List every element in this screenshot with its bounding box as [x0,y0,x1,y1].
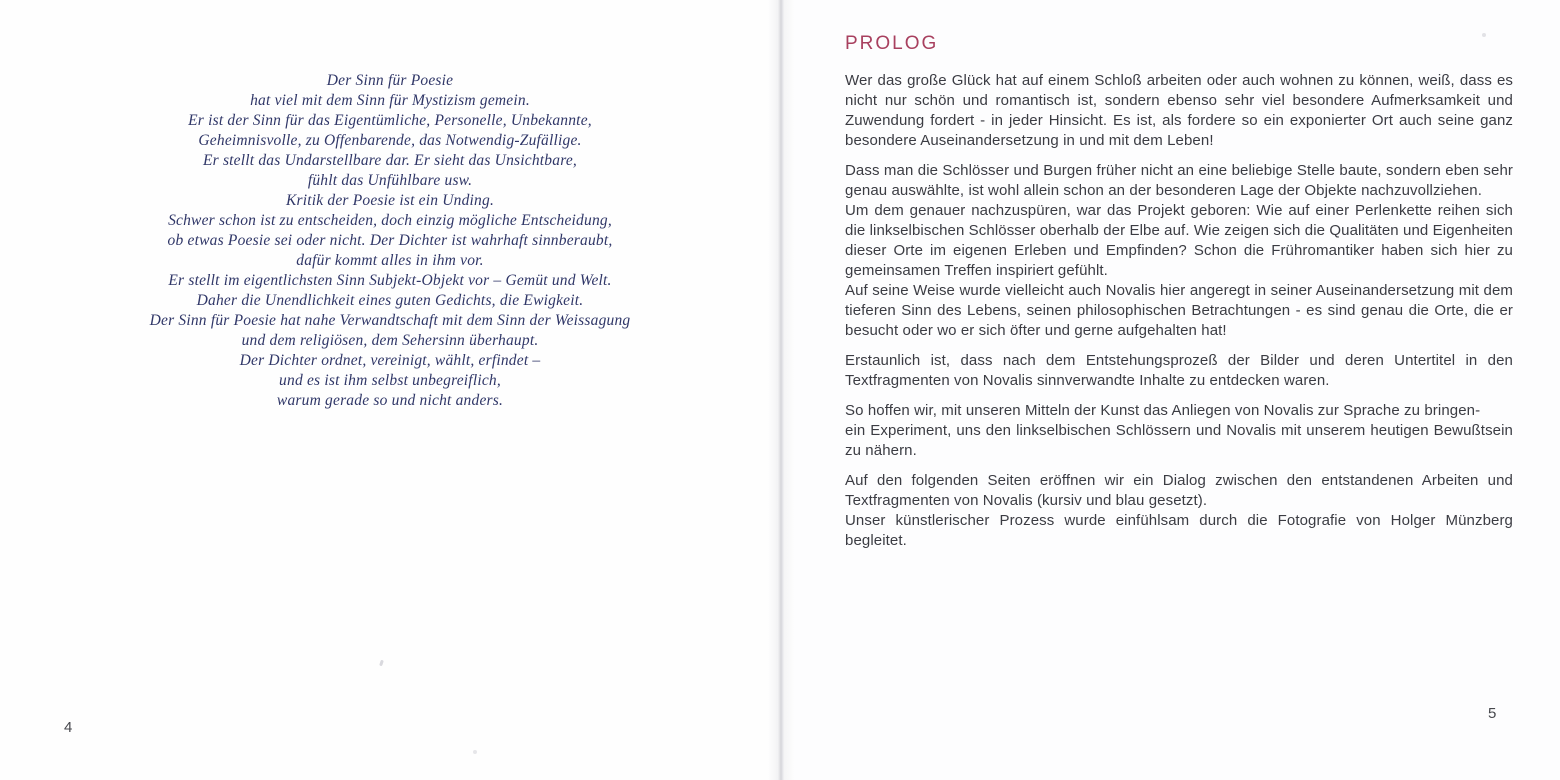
paragraph-3 [845,351,1513,391]
poem-line: Er stellt das Undarstellbare dar. Er sieht das Unsichtbare, [202,152,578,169]
poem-line: Der Sinn für Poesie hat nahe Verwandtschaft mit dem Sinn der Weissagung [149,312,631,329]
paragraph-text: Auf seine Weise wurde vielleicht auch Novalis hier angeregt in seiner Auseinandersetzung mit dem tieferen Sinn des Lebens, seinen philosophischen Betrachtungen - es sind genau die Orte, die er besucht oder wo er sich öfter und gerne aufgehalten hat! [845,282,1513,339]
poem-line: Der Sinn für Poesie [326,72,454,89]
paragraph-4 [845,401,1513,461]
poem-line: ob etwas Poesie sei oder nicht. Der Dichter ist wahrhaft sinnberaubt, [167,232,613,249]
poem-line: Er ist der Sinn für das Eigentümliche, Personelle, Unbekannte, [188,112,592,129]
page-number-left: 4 [64,719,73,736]
paragraph-text: Dass man die Schlösser und Burgen früher nicht an eine beliebige Stelle baute, sondern eben sehr genau auswählte, ist wohl allein schon an der besonderen Lage der Objekte nachzuvollziehen. [845,162,1513,199]
paragraph-5 [845,471,1513,551]
scan-artifact [1482,33,1486,37]
novalis-poem-block [0,71,780,411]
poem-line: Geheimnisvolle, zu Offenbarende, das Notwendig-Zufällige. [198,132,582,149]
poem-line: Der Dichter ordnet, vereinigt, wählt, erfindet – [239,352,541,369]
paragraph-text: Erstaunlich ist, dass nach dem Entstehungsprozeß der Bilder und deren Untertitel in den Textfragmenten von Novalis sinnverwandte Inhalte zu entdecken waren. [845,352,1513,389]
paragraph-text: Um dem genauer nachzuspüren, war das Projekt geboren: Wie auf einer Perlenkette reihen sich die linkselbischen Schlösser oberhalb der Elbe auf. Wie zeigen sich die Qualitäten und Eigenheiten dieser Orte im eigenen Erleben und Empfinden? Schon die Frühromantiker haben sich hier zu gemeinsamen Treffen inspiriert gefühlt. [845,202,1513,279]
poem-line: und es ist ihm selbst unbegreiflich, [279,372,501,389]
poem-line: dafür kommt alles in ihm vor. [296,252,484,269]
poem-line: Daher die Unendlichkeit eines guten Gedichts, die Ewigkeit. [196,292,584,309]
page-number-right: 5 [1488,705,1497,722]
paragraph-1 [845,71,1513,151]
paragraph-text: So hoffen wir, mit unseren Mitteln der Kunst das Anliegen von Novalis zur Sprache zu bringen- [845,402,1481,419]
poem-line: hat viel mit dem Sinn für Mystizism gemein. [250,92,530,109]
paragraph-text: Unser künstlerischer Prozess wurde einfühlsam durch die Fotografie von Holger Münzberg begleitet. [845,512,1513,549]
paragraph-text: Wer das große Glück hat auf einem Schloß arbeiten oder auch wohnen zu können, weiß, dass es nicht nur schön und romantisch ist, sondern ebenso sehr viel besondere Aufmerksamkeit und Zuwendung fordert - in jeder Hinsicht. Es ist, als fordere so ein exponierter Ort auch seine ganz besondere Auseinandersetzung in und mit dem Leben! [845,72,1513,149]
poem-line: Schwer schon ist zu entscheiden, doch einzig mögliche Entscheidung, [168,212,612,229]
prolog-heading: PROLOG [845,33,939,54]
poem-line: und dem religiösen, dem Sehersinn überhaupt. [241,332,539,349]
paragraph-text: ein Experiment, uns den linkselbischen Schlössern und Novalis mit unserem heutigen Bewußtsein zu nähern. [845,422,1513,459]
page-gutter-fold [768,0,794,780]
poem-line: warum gerade so und nicht anders. [276,392,504,409]
poem-line: Er stellt im eigentlichsten Sinn Subjekt-Objekt vor – Gemüt und Welt. [168,272,612,289]
poem-line: fühlt das Unfühlbare usw. [307,172,473,189]
page-right [794,0,1560,780]
poem-line: Kritik der Poesie ist ein Unding. [285,192,495,209]
scan-artifact [473,750,477,754]
paragraph-2 [845,161,1513,341]
paragraph-text: Auf den folgenden Seiten eröffnen wir ein Dialog zwischen den entstandenen Arbeiten und Textfragmenten von Novalis (kursiv und blau gesetzt). [845,472,1513,509]
